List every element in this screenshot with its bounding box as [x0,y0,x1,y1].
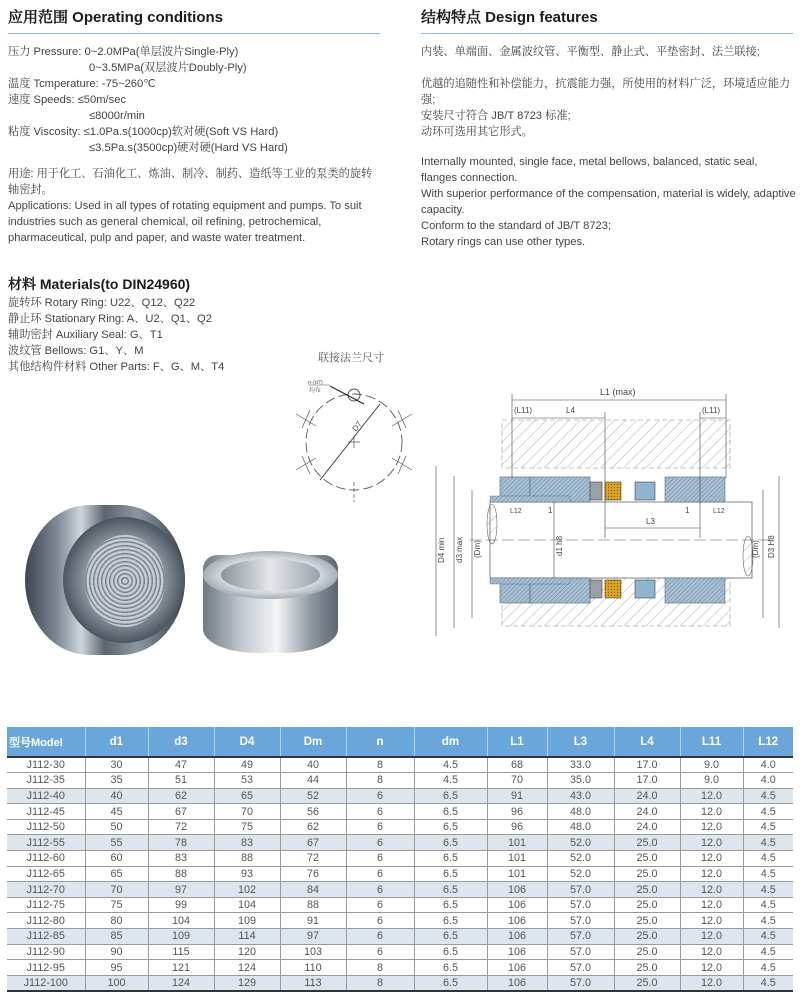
one-left-label: 1 [548,506,553,515]
table-row [7,913,793,929]
table-cell: 53 [214,773,280,789]
table-cell: 57.0 [547,929,614,945]
table-row [7,929,793,945]
table-cell: 6.5 [414,960,487,976]
table-cell: 9.0 [680,757,743,773]
table-cell: 80 [85,913,148,929]
table-cell: 104 [214,897,280,913]
table-cell: 68 [487,757,547,773]
table-cell: 90 [85,944,148,960]
table-cell: 4.5 [743,929,793,945]
l12-right-label: L12 [713,508,725,515]
table-cell: 25.0 [614,913,680,929]
operating-line: 速度 Speeds: ≤50m/sec [8,94,127,106]
flange-diagram [290,370,420,510]
design-cn-line: 优越的追随性和补偿能力，抗震能力强，所使用的材料广泛，环境适应能力强; [421,78,791,107]
table-body [7,757,793,991]
table-cell: 67 [148,804,214,820]
column-header: L1 [487,727,547,757]
table-cell: 6.5 [414,944,487,960]
table-cell: 4.5 [743,960,793,976]
table-cell: 6 [346,819,414,835]
l12-left-label: L12 [510,508,522,515]
table-cell: 78 [148,835,214,851]
table-cell: 96 [487,804,547,820]
column-header: L3 [547,727,614,757]
table-cell: 12.0 [680,819,743,835]
table-cell: 106 [487,882,547,898]
table-cell: 4.5 [743,913,793,929]
table-row [7,773,793,789]
table-cell: 129 [214,975,280,991]
table-cell: 6.5 [414,913,487,929]
table-cell: 6 [346,788,414,804]
table-cell: 101 [487,866,547,882]
table-cell: 6 [346,913,414,929]
table-cell: J112-95 [7,960,85,976]
cross-section-diagram [430,378,800,663]
table-cell: 62 [280,819,346,835]
hole-note: 均布 [309,388,322,394]
table-cell: 115 [148,944,214,960]
table-cell: 88 [280,897,346,913]
table-cell: 52 [280,788,346,804]
table-row [7,835,793,851]
table-cell: 95 [85,960,148,976]
table-cell: 55 [85,835,148,851]
table-row [7,944,793,960]
one-right-label: 1 [685,506,690,515]
d7-label: D7 [350,419,364,434]
table-cell: J112-85 [7,929,85,945]
table-cell: 17.0 [614,757,680,773]
l4-label: L4 [566,406,575,415]
table-cell: 43.0 [547,788,614,804]
table-cell: 4.5 [743,866,793,882]
table-row [7,960,793,976]
table-cell: 6.5 [414,788,487,804]
operating-line: ≤3.5Pa.s(3500cp)硬对硬(Hard VS Hard) [89,142,288,154]
table-cell: 24.0 [614,804,680,820]
table-cell: 99 [148,897,214,913]
l11-left-label: (L11) [514,406,533,415]
column-header: Dm [280,727,346,757]
table-cell: 70 [85,882,148,898]
table-cell: 4.5 [743,975,793,991]
usage-cn: 用途: 用于化工、石油化工、炼油、制冷、制药、造纸等工业的泵类的旋转轴密封。 [8,168,373,197]
table-cell: 6 [346,882,414,898]
table-row [7,788,793,804]
materials-title: 材料 Materials(to DIN24960) [8,276,191,292]
table-cell: 6 [346,929,414,945]
table-cell: 51 [148,773,214,789]
l3-label: L3 [646,517,655,526]
table-cell: 6 [346,897,414,913]
table-cell: 25.0 [614,866,680,882]
table-cell: 12.0 [680,882,743,898]
table-cell: 17.0 [614,773,680,789]
table-cell: 60 [85,851,148,867]
table-cell: 103 [280,944,346,960]
operating-conditions-title: 应用范围 Operating conditions [8,9,224,26]
table-cell: 25.0 [614,944,680,960]
d1-label: d1 h8 [555,535,564,556]
table-cell: 110 [280,960,346,976]
table-cell: 4.5 [743,882,793,898]
table-cell: 75 [214,819,280,835]
column-header: L11 [680,727,743,757]
table-cell: 24.0 [614,819,680,835]
table-cell: 106 [487,975,547,991]
design-cn-line: 动环可选用其它形式。 [421,126,533,138]
design-en-line: Rotary rings can use other types. [421,236,586,248]
table-cell: 25.0 [614,975,680,991]
dm-right-label: (Dm) [751,540,760,558]
table-cell: J112-70 [7,882,85,898]
table-row [7,866,793,882]
table-cell: 12.0 [680,913,743,929]
d3h8-label: D3 H8 [767,535,776,558]
table-cell: 6.5 [414,897,487,913]
table-cell: 4.5 [743,851,793,867]
table-cell: 8 [346,773,414,789]
table-cell: 57.0 [547,913,614,929]
table-cell: J112-30 [7,757,85,773]
table-cell: 25.0 [614,882,680,898]
table-cell: 48.0 [547,804,614,820]
table-row [7,897,793,913]
d3-label: d3 max [455,536,464,563]
table-cell: 109 [214,913,280,929]
table-cell: 35 [85,773,148,789]
table-cell: 106 [487,960,547,976]
operating-line: 0~3.5MPa(双层波片Doubly-Ply) [89,62,247,74]
table-cell: 4.5 [743,897,793,913]
table-cell: 57.0 [547,960,614,976]
table-cell: 40 [85,788,148,804]
table-cell: 101 [487,835,547,851]
table-cell: 12.0 [680,804,743,820]
table-cell: J112-45 [7,804,85,820]
column-header: D4 [214,727,280,757]
materials-line: 其他结构件材料 Other Parts: F、G、M、T4 [8,361,225,373]
hole-label: n-(d7) [308,380,323,386]
table-cell: 4.0 [743,773,793,789]
table-cell: 100 [85,975,148,991]
table-cell: 12.0 [680,851,743,867]
table-cell: 25.0 [614,835,680,851]
table-cell: 83 [148,851,214,867]
table-cell: 97 [148,882,214,898]
table-cell: 52.0 [547,835,614,851]
table-cell: 4.5 [414,757,487,773]
table-cell: 6 [346,804,414,820]
table-cell: 52.0 [547,851,614,867]
table-cell: 50 [85,819,148,835]
table-cell: 52.0 [547,866,614,882]
table-cell: J112-50 [7,819,85,835]
table-row [7,757,793,773]
table-cell: 6 [346,866,414,882]
table-cell: 25.0 [614,960,680,976]
column-header: L12 [743,727,793,757]
table-cell: 6.5 [414,851,487,867]
table-cell: 12.0 [680,866,743,882]
table-cell: J112-65 [7,866,85,882]
table-cell: 4.0 [743,757,793,773]
table-cell: 70 [487,773,547,789]
table-cell: 4.5 [743,804,793,820]
table-cell: 25.0 [614,897,680,913]
table-cell: 65 [85,866,148,882]
table-cell: J112-40 [7,788,85,804]
column-header: d1 [85,727,148,757]
table-cell: 4.5 [743,944,793,960]
table-cell: 6.5 [414,975,487,991]
table-cell: 47 [148,757,214,773]
table-cell: 85 [85,929,148,945]
table-cell: 114 [214,929,280,945]
table-cell: J112-35 [7,773,85,789]
table-cell: J112-55 [7,835,85,851]
table-cell: 102 [214,882,280,898]
table-cell: J112-80 [7,913,85,929]
table-cell: 83 [214,835,280,851]
table-cell: 35.0 [547,773,614,789]
column-header: n [346,727,414,757]
table-cell: 6.5 [414,819,487,835]
table-cell: 109 [148,929,214,945]
table-cell: 6 [346,835,414,851]
table-cell: 104 [148,913,214,929]
l11-right-label: (L11) [702,406,721,415]
table-cell: 12.0 [680,897,743,913]
table-cell: 4.5 [414,773,487,789]
table-cell: 106 [487,944,547,960]
spec-table [7,727,793,992]
design-title-rule [421,33,793,34]
table-cell: 6.5 [414,882,487,898]
table-cell: 75 [85,897,148,913]
operating-line: 压力 Pressure: 0~2.0MPa(单层波片Single-Ply) [8,46,239,58]
table-cell: 91 [487,788,547,804]
table-cell: 12.0 [680,960,743,976]
table-header-row [7,727,793,757]
table-cell: 76 [280,866,346,882]
design-en-line: Conform to the standard of JB/T 8723; [421,220,612,232]
column-header: dm [414,727,487,757]
table-cell: 8 [346,975,414,991]
operating-title-rule [8,33,380,34]
table-cell: 120 [214,944,280,960]
table-cell: 6 [346,944,414,960]
table-cell: 40 [280,757,346,773]
flange-diagram-title: 联接法兰尺寸 [318,352,384,364]
table-cell: 25.0 [614,929,680,945]
materials-line: 旋转环 Rotary Ring: U22、Q12、Q22 [8,297,196,309]
operating-line: 温度 Tcmperature: -75~260℃ [8,78,156,90]
table-cell: 12.0 [680,835,743,851]
table-row [7,882,793,898]
table-cell: 6.5 [414,866,487,882]
table-cell: 88 [214,851,280,867]
table-row [7,975,793,991]
table-cell: 88 [148,866,214,882]
table-cell: 25.0 [614,851,680,867]
table-cell: 93 [214,866,280,882]
design-cn-line: 安装尺寸符合 JB/T 8723 标准; [421,110,571,122]
table-cell: 57.0 [547,882,614,898]
column-header: 型号Model [7,727,85,757]
table-cell: 6.5 [414,835,487,851]
design-en-line: With superior performance of the compensation, material is widely, adaptive capacity. [421,188,796,217]
materials-line: 波纹管 Bellows: G1、Y、M [8,345,144,357]
table-cell: 101 [487,851,547,867]
l1-label: L1 (max) [600,387,636,397]
table-row [7,851,793,867]
table-cell: 57.0 [547,944,614,960]
table-cell: 33.0 [547,757,614,773]
table-cell: 9.0 [680,773,743,789]
table-cell: 106 [487,897,547,913]
table-row [7,819,793,835]
table-cell: 24.0 [614,788,680,804]
table-cell: 45 [85,804,148,820]
table-cell: 6.5 [414,929,487,945]
table-cell: 57.0 [547,897,614,913]
column-header: L4 [614,727,680,757]
table-cell: 84 [280,882,346,898]
table-cell: 6.5 [414,804,487,820]
table-cell: 57.0 [547,975,614,991]
table-row [7,804,793,820]
table-cell: 62 [148,788,214,804]
column-header: d3 [148,727,214,757]
table-cell: 121 [148,960,214,976]
table-cell: 49 [214,757,280,773]
table-cell: 44 [280,773,346,789]
operating-line: 粘度 Viscosity: ≤1.0Pa.s(1000cp)软对硬(Soft VS Hard) [8,126,279,138]
table-cell: 70 [214,804,280,820]
table-cell: 6 [346,851,414,867]
product-photo [25,505,345,655]
operating-line: ≤8000r/min [89,110,145,122]
table-cell: 124 [214,960,280,976]
table-cell: 48.0 [547,819,614,835]
design-cn-line: 内装、单端面、金属波纹管、平衡型、静止式、平垫密封、法兰联接; [421,46,760,58]
table-cell: 12.0 [680,788,743,804]
table-cell: 8 [346,757,414,773]
table-cell: 106 [487,913,547,929]
table-cell: 8 [346,960,414,976]
d7-dimension-line [320,404,380,480]
table-cell: 72 [280,851,346,867]
table-cell: 4.5 [743,835,793,851]
usage-en: Applications: Used in all types of rotating equipment and pumps. To suit industries such as general chemical, oil refining, petrochemical, pharmaceutical, pulp and paper, and waste water treatment. [8,200,362,245]
d4-label: D4 min [437,537,446,563]
table-cell: 124 [148,975,214,991]
table-cell: J112-90 [7,944,85,960]
table-cell: 65 [214,788,280,804]
housing-top [502,420,730,468]
table-cell: J112-60 [7,851,85,867]
table-cell: 56 [280,804,346,820]
dm-left-label: (Dm) [473,540,482,558]
table-cell: 12.0 [680,929,743,945]
table-cell: 97 [280,929,346,945]
table-cell: 30 [85,757,148,773]
table-cell: 4.5 [743,819,793,835]
table-cell: 72 [148,819,214,835]
table-cell: 12.0 [680,975,743,991]
materials-line: 静止环 Stationary Ring: A、U2、Q1、Q2 [8,313,212,325]
table-cell: J112-75 [7,897,85,913]
design-en-line: Internally mounted, single face, metal bellows, balanced, static seal, flanges connection. [421,156,758,185]
table-cell: 4.5 [743,788,793,804]
table-cell: 96 [487,819,547,835]
materials-line: 辅助密封 Auxiliary Seal: G、T1 [8,329,163,341]
table-cell: 106 [487,929,547,945]
design-features-title: 结构特点 Design features [421,9,598,26]
table-cell: 12.0 [680,944,743,960]
table-cell: 91 [280,913,346,929]
table-cell: 67 [280,835,346,851]
table-cell: J112-100 [7,975,85,991]
table-cell: 113 [280,975,346,991]
